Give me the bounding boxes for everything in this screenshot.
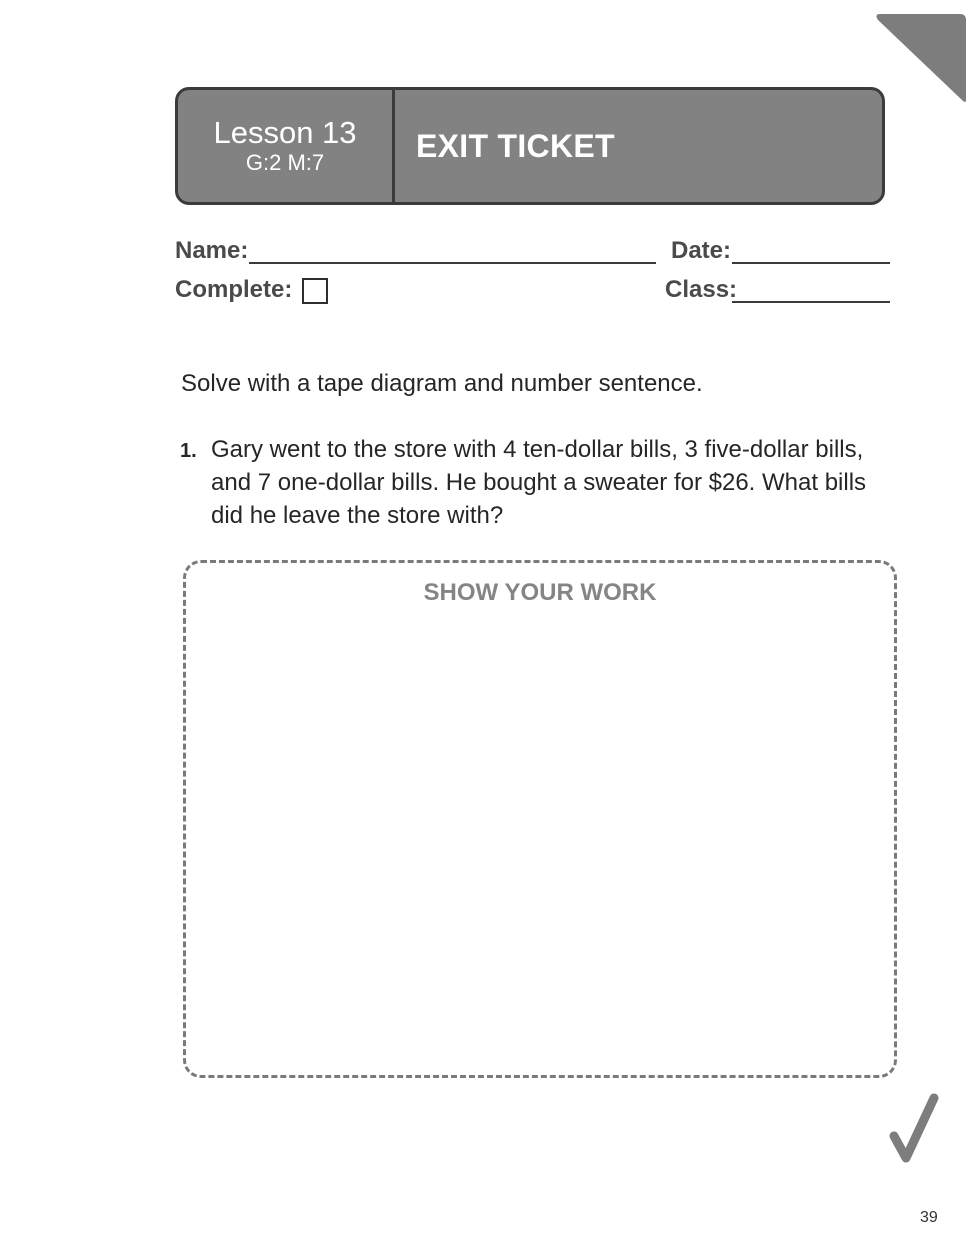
checkmark-icon [884,1090,944,1168]
page-number: 39 [920,1209,938,1226]
lesson-header [175,87,885,205]
date-field[interactable] [732,262,890,264]
complete-checkbox[interactable] [302,278,328,304]
complete-label: Complete: [175,276,293,303]
lesson-title: Lesson 13 [213,115,357,150]
date-label: Date: [671,237,732,264]
name-field[interactable] [249,262,656,264]
instructions: Solve with a tape diagram and number sentence. [181,370,703,397]
lesson-code: G:2 M:7 [245,150,325,175]
problem-number: 1. [180,440,197,462]
corner-tab-icon [874,14,966,106]
class-label: Class: [665,276,738,303]
show-your-work-box[interactable] [183,560,897,1078]
class-field[interactable] [732,301,890,303]
problem-text: Gary went to the store with 4 ten-dollar bills, 3 five-dollar bills, and 7 one-dollar bills. He bought a sweater for $26. What bills did he leave the store with? [211,436,867,529]
name-label: Name: [175,237,249,264]
show-your-work-label: SHOW YOUR WORK [423,579,657,606]
exit-ticket-title: EXIT TICKET [416,127,615,164]
lesson-badge [178,90,395,202]
